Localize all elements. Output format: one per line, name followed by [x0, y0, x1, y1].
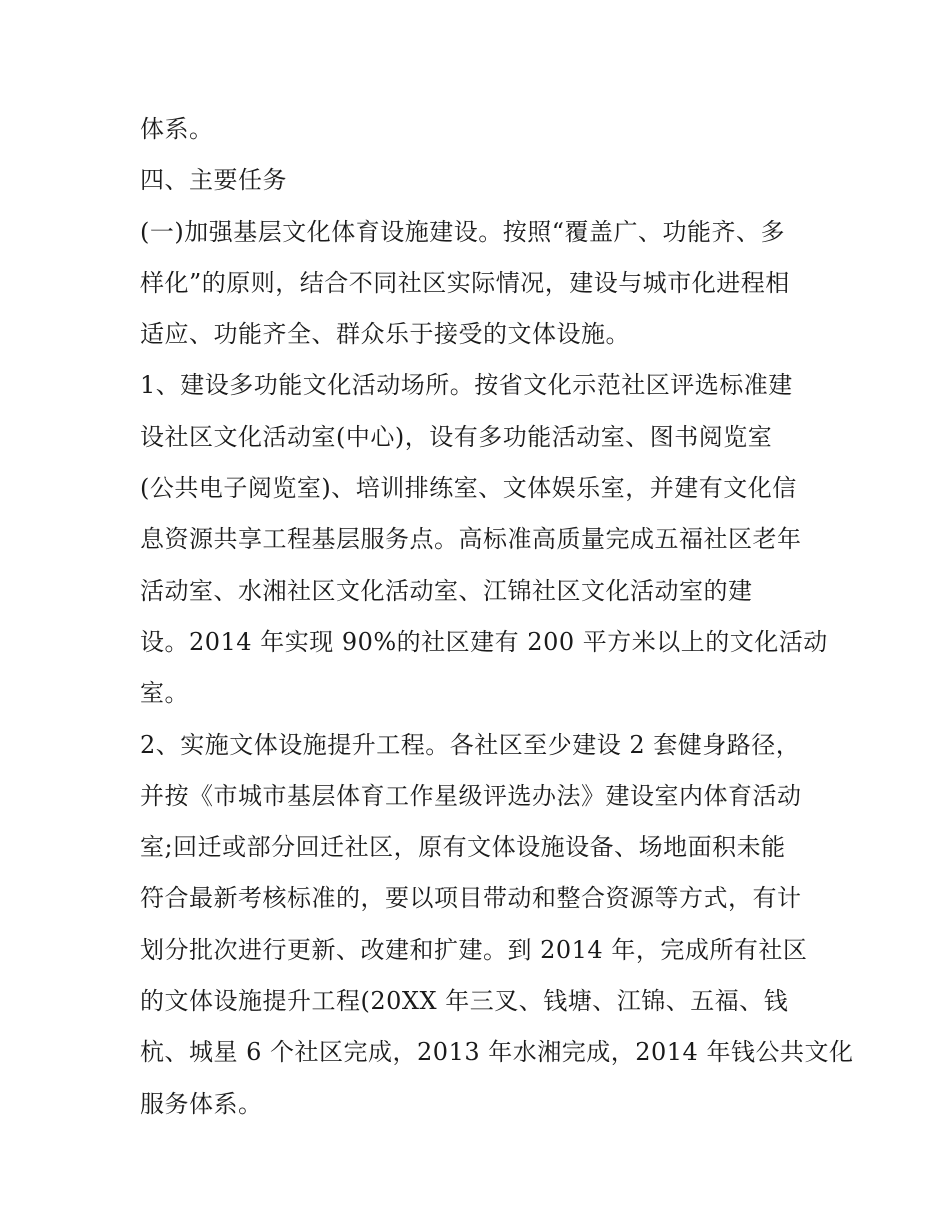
text-line: 设社区文化活动室(中心)，设有多功能活动室、图书阅览室 — [140, 422, 773, 451]
text-line: 的文体设施提升工程(20XX 年三叉、钱塘、江锦、五福、钱 — [140, 987, 789, 1016]
text-line: 服务体系。 — [140, 1089, 263, 1118]
text-line: (公共电子阅览室)、培训排练室、文体娱乐室，并建有文化信 — [140, 474, 797, 503]
text-line: 室。 — [140, 679, 189, 708]
text-line: 体系。 — [140, 115, 214, 143]
text-line: 2、实施文体设施提升工程。各社区至少建设 2 套健身路径， — [140, 730, 801, 759]
text-line: 息资源共享工程基层服务点。高标准高质量完成五福社区老年 — [140, 525, 802, 554]
text-line: 活动室、水湘社区文化活动室、江锦社区文化活动室的建 — [140, 576, 753, 605]
text-line: 并按《市城市基层体育工作星级评选办法》建设室内体育活动 — [140, 781, 802, 810]
text-line: 杭、城星 6 个社区完成，2013 年水湘完成，2014 年钱公共文化 — [140, 1038, 854, 1067]
text-line: (一)加强基层文化体育设施建设。按照“覆盖广、功能齐、多 — [140, 217, 785, 246]
text-line: 适应、功能齐全、群众乐于接受的文体设施。 — [140, 320, 630, 349]
text-line: 符合最新考核标准的，要以项目带动和整合资源等方式，有计 — [140, 884, 802, 913]
text-line: 划分批次进行更新、改建和扩建。到 2014 年，完成所有社区 — [140, 935, 808, 964]
text-line: 室;回迁或部分回迁社区，原有文体设施设备、场地面积未能 — [140, 833, 786, 862]
section-heading: 四、主要任务 — [140, 166, 287, 195]
text-line: 样化”的原则，结合不同社区实际情况，建设与城市化进程相 — [140, 268, 790, 297]
body-text — [140, 104, 854, 1130]
text-line: 1、建设多功能文化活动场所。按省文化示范社区评选标准建 — [140, 371, 793, 400]
text-line: 设。2014 年实现 90%的社区建有 200 平方米以上的文化活动 — [140, 627, 828, 656]
